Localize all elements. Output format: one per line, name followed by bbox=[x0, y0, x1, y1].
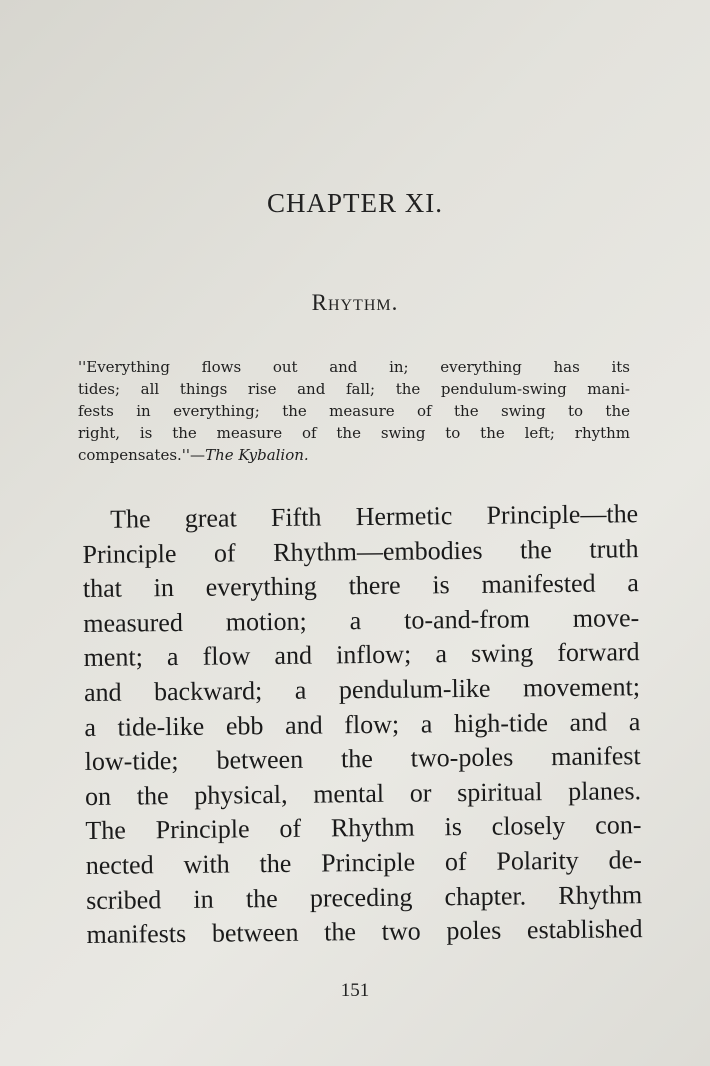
body-line: that in everything there is manifested a bbox=[82, 568, 640, 604]
body-line: nected with the Principle of Polarity de- bbox=[85, 845, 642, 880]
epigraph-line: ''Everything flows out and in; everything has its bbox=[78, 358, 630, 376]
body-paragraph bbox=[82, 497, 643, 953]
epigraph-line: right, is the measure of the swing to the left; rhythm bbox=[78, 424, 630, 442]
body-line: The great Fifth Hermetic Principle—the bbox=[110, 499, 639, 534]
body-line: The Principle of Rhythm is closely con- bbox=[85, 810, 642, 846]
epigraph-source: The Kybalion. bbox=[205, 446, 309, 464]
body-line: Principle of Rhythm—embodies the truth bbox=[82, 533, 639, 569]
chapter-title: CHAPTER XI. bbox=[266, 188, 443, 218]
body-line: on the physical, mental or spiritual planes. bbox=[84, 775, 642, 811]
body-line: manifests between the two poles established bbox=[86, 914, 643, 950]
section-title: Rhythm. bbox=[311, 290, 399, 315]
body-line: and backward; a pendulum-like movement; bbox=[83, 672, 641, 707]
body-line: ment; a flow and inflow; a swing forward bbox=[83, 637, 640, 673]
body-line: scribed in the preceding chapter. Rhythm bbox=[86, 879, 643, 915]
page-number: 151 bbox=[340, 980, 370, 1001]
body-line: low-tide; between the two-poles manifest bbox=[84, 741, 641, 777]
epigraph-line-last bbox=[78, 444, 630, 466]
epigraph-quote bbox=[78, 356, 630, 466]
body-line: a tide-like ebb and flow; a high-tide and a bbox=[84, 706, 641, 742]
body-line: measured motion; a to-and-from move- bbox=[83, 602, 640, 638]
epigraph-line-text: compensates.''— bbox=[78, 446, 206, 464]
epigraph-line: tides; all things rise and fall; the pendulum-swing mani- bbox=[78, 380, 630, 398]
epigraph-line: fests in everything; the measure of the swing to the bbox=[78, 402, 630, 420]
